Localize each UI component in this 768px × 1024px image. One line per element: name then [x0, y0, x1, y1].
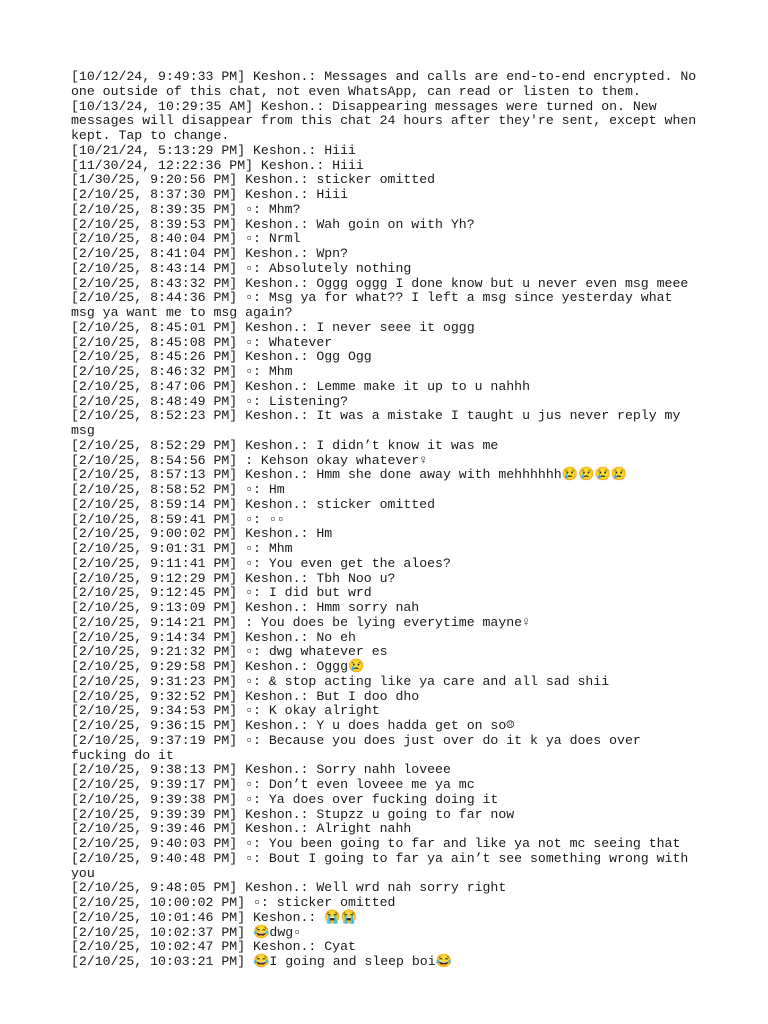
chat-message-line: [11/30/24, 12:22:36 PM] Keshon.: Hiii [71, 157, 364, 173]
chat-message-line: [2/10/25, 8:48:49 PM] ▫: Listening? [71, 393, 348, 409]
chat-message-line: [2/10/25, 9:38:13 PM] Keshon.: Sorry nahh loveee [71, 762, 451, 778]
chat-message-line: [2/10/25, 10:00:02 PM] ▫: sticker omitted [71, 895, 396, 910]
chat-message-line: [2/10/25, 9:40:03 PM] ▫: You been going to far and like ya not mc seeing that [71, 836, 681, 851]
chat-message-line: [2/10/25, 8:44:36 PM] ▫: Msg ya for what?? I left a msg since yesterday what msg ya want me to msg again? [71, 290, 681, 320]
chat-message-line: [2/10/25, 9:34:53 PM] ▫: K okay alright [71, 703, 380, 719]
chat-message-line: [2/10/25, 9:12:45 PM] ▫: I did but wrd [71, 585, 372, 601]
chat-message-line: [2/10/25, 9:39:38 PM] ▫: Ya does over fucking doing it [71, 791, 499, 807]
chat-message-line: [10/21/24, 5:13:29 PM] Keshon.: Hiii [71, 142, 356, 158]
chat-message-line: [2/10/25, 10:03:21 PM] 😂I going and sleep boi😂 [71, 954, 453, 969]
chat-message-line: [2/10/25, 8:59:41 PM] ▫: ▫▫ [71, 511, 285, 527]
chat-message-line: [2/10/25, 9:39:39 PM] Keshon.: Stupzz u going to far now [71, 806, 515, 822]
chat-message-line: [2/10/25, 8:45:08 PM] ▫: Whatever [71, 334, 333, 350]
chat-message-line: [2/10/25, 9:39:46 PM] Keshon.: Alright nahh [71, 821, 412, 837]
chat-message-line: [2/10/25, 9:48:05 PM] Keshon.: Well wrd nah sorry right [71, 880, 507, 896]
chat-message-line: [2/10/25, 8:47:06 PM] Keshon.: Lemme make it up to u nahhh [71, 378, 530, 394]
chat-message-line: [2/10/25, 9:13:09 PM] Keshon.: Hmm sorry nah [71, 600, 420, 615]
chat-message-line: [2/10/25, 10:01:46 PM] Keshon.: 😭😭 [71, 909, 358, 925]
chat-message-line: [2/10/25, 8:59:14 PM] Keshon.: sticker omitted [71, 496, 436, 512]
chat-message-line: [2/10/25, 8:45:26 PM] Keshon.: Ogg Ogg [71, 349, 372, 365]
chat-message-line: [2/10/25, 8:45:01 PM] Keshon.: I never seee it oggg [71, 319, 475, 335]
chat-message-line: [2/10/25, 8:52:23 PM] Keshon.: It was a mistake I taught u jus never reply my msg [71, 408, 689, 438]
chat-message-line: [2/10/25, 8:39:35 PM] ▫: Mhm? [71, 201, 301, 217]
chat-message-line: [2/10/25, 9:01:31 PM] ▫: Mhm [71, 541, 293, 556]
chat-message-line: [2/10/25, 9:11:41 PM] ▫: You even get the aloes? [71, 555, 451, 571]
chat-message-line: [2/10/25, 8:58:52 PM] ▫: Hm [71, 482, 285, 497]
chat-message-line: [2/10/25, 8:37:30 PM] Keshon.: Hiii [71, 187, 348, 202]
chat-message-line: [2/10/25, 8:57:13 PM] Keshon.: Hmm she done away with mehhhhhh😢😢😢😢 [71, 467, 628, 483]
chat-message-line: [2/10/25, 9:32:52 PM] Keshon.: But I doo dho [71, 688, 420, 704]
chat-message-line: [2/10/25, 8:46:32 PM] ▫: Mhm [71, 364, 293, 379]
chat-message-line: [2/10/25, 8:54:56 PM] : Kehson okay whatever♀ [71, 452, 428, 468]
chat-message-line: [2/10/25, 9:14:21 PM] : You does be lying everytime mayne♀ [71, 614, 530, 630]
chat-message-line: [2/10/25, 9:40:48 PM] ▫: Bout I going to far ya ain’t see something wrong with you [71, 850, 697, 881]
chat-message-line: [2/10/25, 9:39:17 PM] ▫: Don’t even loveee me ya mc [71, 777, 475, 792]
chat-message-line: [2/10/25, 10:02:37 PM] 😂dwg▫ [71, 924, 302, 940]
chat-message-line: [2/10/25, 8:41:04 PM] Keshon.: Wpn? [71, 246, 348, 261]
chat-message-line: [10/12/24, 9:49:33 PM] Keshon.: Messages and calls are end-to-end encrypted. No one outside of this chat, not even WhatsApp, can read or listen to them. [71, 69, 705, 99]
chat-message-line: [2/10/25, 8:52:29 PM] Keshon.: I didn’t know it was me [71, 437, 499, 453]
chat-message-line: [2/10/25, 9:12:29 PM] Keshon.: Tbh Noo u? [71, 570, 396, 586]
chat-message-line: [2/10/25, 9:31:23 PM] ▫: & stop acting like ya care and all sad shii [71, 673, 610, 689]
chat-message-line: [2/10/25, 8:39:53 PM] Keshon.: Wah goin on with Yh? [71, 216, 475, 232]
chat-message-line: [2/10/25, 8:43:14 PM] ▫: Absolutely nothing [71, 260, 412, 276]
chat-message-line: [2/10/25, 9:14:34 PM] Keshon.: No eh [71, 629, 356, 645]
chat-message-line: [2/10/25, 10:02:47 PM] Keshon.: Cyat [71, 939, 356, 955]
chat-message-line: [2/10/25, 9:36:15 PM] Keshon.: Y u does hadda get on so☹ [71, 718, 515, 733]
chat-message-line: [1/30/25, 9:20:56 PM] Keshon.: sticker omitted [71, 172, 436, 188]
chat-message-line: [2/10/25, 8:43:32 PM] Keshon.: Oggg oggg I done know but u never even msg meee [71, 275, 689, 291]
chat-message-line: [2/10/25, 9:00:02 PM] Keshon.: Hm [71, 526, 333, 542]
chat-message-line: [2/10/25, 8:40:04 PM] ▫: Nrml [71, 231, 301, 247]
chat-message-line: [2/10/25, 9:37:19 PM] ▫: Because you does just over do it k ya does over fucking do it [71, 732, 649, 763]
chat-transcript [71, 69, 705, 970]
chat-message-line: [2/10/25, 9:29:58 PM] Keshon.: Oggg😢 [71, 659, 365, 674]
chat-message-line: [2/10/25, 9:21:32 PM] ▫: dwg whatever es [71, 644, 388, 660]
chat-message-line: [10/13/24, 10:29:35 AM] Keshon.: Disappearing messages were turned on. New messages will disappear from this chat 24 hours after they're sent, except when kept. Tap to change. [71, 98, 705, 143]
